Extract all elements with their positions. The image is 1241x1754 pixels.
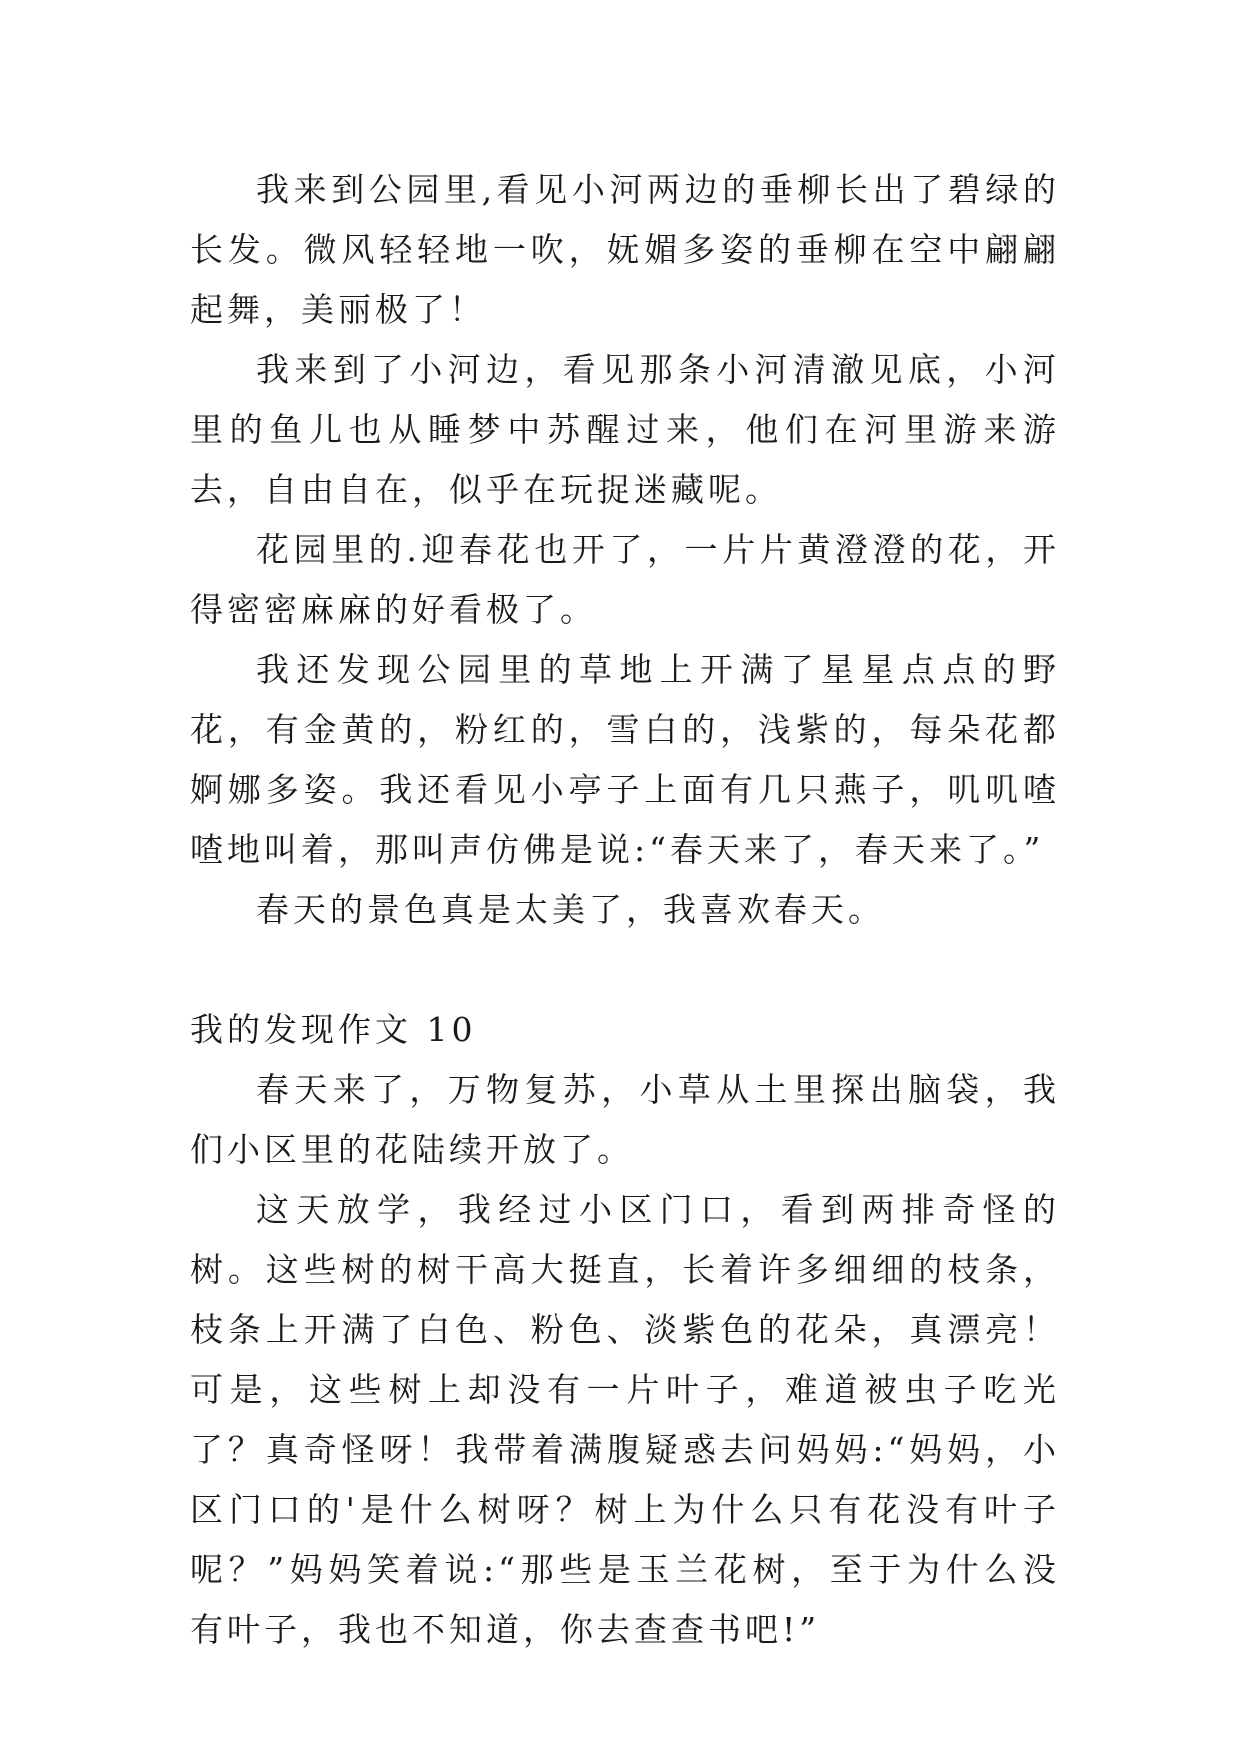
essay-title: 我的发现作文 10: [190, 1010, 477, 1049]
paragraph-jasmine: 花园里的.迎春花也开了，一片片黄澄澄的花，开得密密麻麻的好看极了。: [190, 530, 1060, 629]
document-body: [190, 160, 1060, 1660]
paragraph-willows: 我来到公园里,看见小河两边的垂柳长出了碧绿的长发。微风轻轻地一吹，妩媚多姿的垂柳在空中翩翩起舞，美丽极了！: [190, 170, 1060, 329]
paragraph-river: 我来到了小河边，看见那条小河清澈见底，小河里的鱼儿也从睡梦中苏醒过来，他们在河里游来游去，自由自在，似乎在玩捉迷藏呢。: [190, 350, 1060, 509]
paragraph-conclusion: 春天的景色真是太美了，我喜欢春天。: [256, 890, 885, 929]
paragraph-spring-arrives: 春天来了，万物复苏，小草从土里探出脑袋，我们小区里的花陆续开放了。: [190, 1070, 1060, 1169]
paragraph-wildflowers: 我还发现公园里的草地上开满了星星点点的野花，有金黄的，粉红的，雪白的，浅紫的，每朵花都婀娜多姿。我还看见小亭子上面有几只燕子，叽叽喳喳地叫着，那叫声仿佛是说:“春天来了，春天来了。”: [190, 650, 1060, 869]
paragraph-magnolia-trees: 这天放学，我经过小区门口，看到两排奇怪的树。这些树的树干高大挺直，长着许多细细的枝条，枝条上开满了白色、粉色、淡紫色的花朵，真漂亮！可是，这些树上却没有一片叶子，难道被虫子吃光了？真奇怪呀！我带着满腹疑惑去问妈妈:“妈妈，小区门口的'是什么树呀？树上为什么只有花没有叶子呢？”妈妈笑着说:“那些是玉兰花树，至于为什么没有叶子，我也不知道，你去查查书吧!”: [190, 1190, 1060, 1649]
